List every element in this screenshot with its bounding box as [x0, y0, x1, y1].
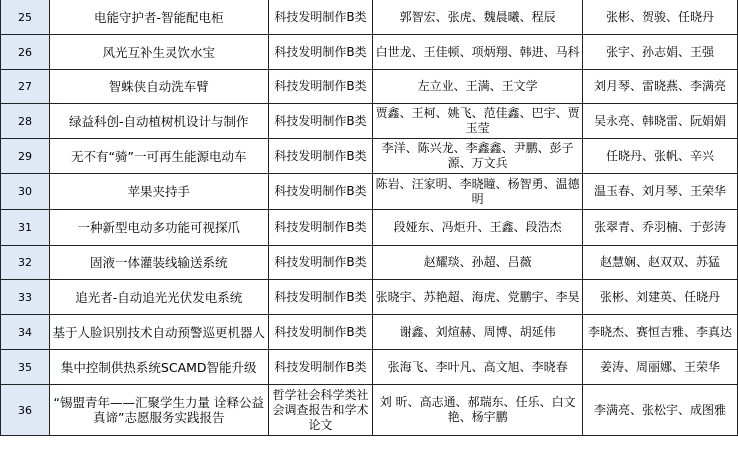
row-number-cell[interactable]: 28: [1, 104, 50, 139]
advisors-cell[interactable]: 刘月琴、雷晓燕、李满亮: [582, 70, 737, 104]
project-title-cell[interactable]: “锡盟青年——汇聚学生力量 诠释公益真谛”志愿服务实践报告: [49, 385, 268, 436]
advisors-cell[interactable]: 李满亮、张松宇、成图雅: [582, 385, 737, 436]
project-title-cell[interactable]: 一种新型电动多功能可视探爪: [49, 210, 268, 246]
advisors-cell[interactable]: 张翠青、乔羽楠、于彭涛: [582, 210, 737, 246]
category-cell[interactable]: 科技发明制作B类: [268, 210, 373, 246]
table-row: [1, 70, 738, 104]
project-title-cell[interactable]: 基于人脸识别技术自动预警巡更机器人: [49, 315, 268, 350]
members-cell[interactable]: 白世龙、王佳顿、项炳翔、韩进、马科: [373, 35, 583, 70]
category-cell[interactable]: 哲学社会科学类社会调查报告和学术论文: [268, 385, 373, 436]
category-cell[interactable]: 科技发明制作B类: [268, 280, 373, 315]
table-row: [1, 0, 738, 35]
advisors-cell[interactable]: 张宇、孙志娟、王强: [582, 35, 737, 70]
members-cell[interactable]: 郭智宏、张虎、魏晨曦、程辰: [373, 0, 583, 35]
project-title-cell[interactable]: 无不有“骑”一可再生能源电动车: [49, 139, 268, 174]
members-cell[interactable]: 张晓宇、苏艳超、海虎、党鹏宇、李昊: [373, 280, 583, 315]
project-title-cell[interactable]: 智蛛侠自动洗车臂: [49, 70, 268, 104]
table-row: [1, 385, 738, 436]
table-row: [1, 246, 738, 280]
advisors-cell[interactable]: 吴永亮、韩晓雷、阮娟娟: [582, 104, 737, 139]
members-cell[interactable]: 张海飞、李叶凡、高文旭、李晓春: [373, 350, 583, 385]
members-cell[interactable]: 段娅东、冯炬升、王鑫、段浩杰: [373, 210, 583, 246]
project-title-cell[interactable]: 绿益科创-自动植树机设计与制作: [49, 104, 268, 139]
table-row: [1, 280, 738, 315]
table-row: [1, 139, 738, 174]
category-cell[interactable]: 科技发明制作B类: [268, 315, 373, 350]
row-number-cell[interactable]: 35: [1, 350, 50, 385]
row-number-cell[interactable]: 29: [1, 139, 50, 174]
row-number-cell[interactable]: 27: [1, 70, 50, 104]
members-cell[interactable]: 陈岩、汪家明、李晓瞳、杨智勇、温德明: [373, 174, 583, 210]
category-cell[interactable]: 科技发明制作B类: [268, 139, 373, 174]
project-title-cell[interactable]: 苹果夹持手: [49, 174, 268, 210]
row-number-cell[interactable]: 31: [1, 210, 50, 246]
row-number-cell[interactable]: 30: [1, 174, 50, 210]
members-cell[interactable]: 李洋、陈兴龙、李鑫鑫、尹鹏、彭子源、万文兵: [373, 139, 583, 174]
members-cell[interactable]: 赵耀琰、孙超、吕薇: [373, 246, 583, 280]
table-row: [1, 35, 738, 70]
advisors-cell[interactable]: 李晓杰、赛恒吉雅、李真达: [582, 315, 737, 350]
table-row: [1, 210, 738, 246]
table-row: [1, 104, 738, 139]
row-number-cell[interactable]: 32: [1, 246, 50, 280]
members-cell[interactable]: 刘 昕、高志通、郝瑞东、任乐、白文艳、杨宇鹏: [373, 385, 583, 436]
members-cell[interactable]: 谢鑫、刘煊赫、周博、胡延伟: [373, 315, 583, 350]
category-cell[interactable]: 科技发明制作B类: [268, 174, 373, 210]
members-cell[interactable]: 左立业、王满、王文学: [373, 70, 583, 104]
project-title-cell[interactable]: 风光互补生灵饮水宝: [49, 35, 268, 70]
members-cell[interactable]: 贾鑫、王柯、姚飞、范佳鑫、巴宇、贾玉莹: [373, 104, 583, 139]
table-row: [1, 174, 738, 210]
category-cell[interactable]: 科技发明制作B类: [268, 246, 373, 280]
project-table-body: [1, 0, 738, 436]
category-cell[interactable]: 科技发明制作B类: [268, 350, 373, 385]
row-number-cell[interactable]: 36: [1, 385, 50, 436]
project-title-cell[interactable]: 集中控制供热系统SCAMD智能升级: [49, 350, 268, 385]
row-number-cell[interactable]: 26: [1, 35, 50, 70]
advisors-cell[interactable]: 任晓丹、张帆、辛兴: [582, 139, 737, 174]
advisors-cell[interactable]: 赵慧娴、赵双双、苏猛: [582, 246, 737, 280]
project-title-cell[interactable]: 追光者-自动追光光伏发电系统: [49, 280, 268, 315]
row-number-cell[interactable]: 34: [1, 315, 50, 350]
category-cell[interactable]: 科技发明制作B类: [268, 104, 373, 139]
table-row: [1, 315, 738, 350]
category-cell[interactable]: 科技发明制作B类: [268, 70, 373, 104]
advisors-cell[interactable]: 温玉春、刘月琴、王荣华: [582, 174, 737, 210]
advisors-cell[interactable]: 张彬、刘建英、任晓丹: [582, 280, 737, 315]
project-title-cell[interactable]: 电能守护者-智能配电柜: [49, 0, 268, 35]
row-number-cell[interactable]: 33: [1, 280, 50, 315]
row-number-cell[interactable]: 25: [1, 0, 50, 35]
advisors-cell[interactable]: 张彬、贺骏、任晓丹: [582, 0, 737, 35]
category-cell[interactable]: 科技发明制作B类: [268, 0, 373, 35]
table-row: [1, 350, 738, 385]
category-cell[interactable]: 科技发明制作B类: [268, 35, 373, 70]
project-title-cell[interactable]: 固液一体灌装线输送系统: [49, 246, 268, 280]
advisors-cell[interactable]: 姜涛、周丽娜、王荣华: [582, 350, 737, 385]
